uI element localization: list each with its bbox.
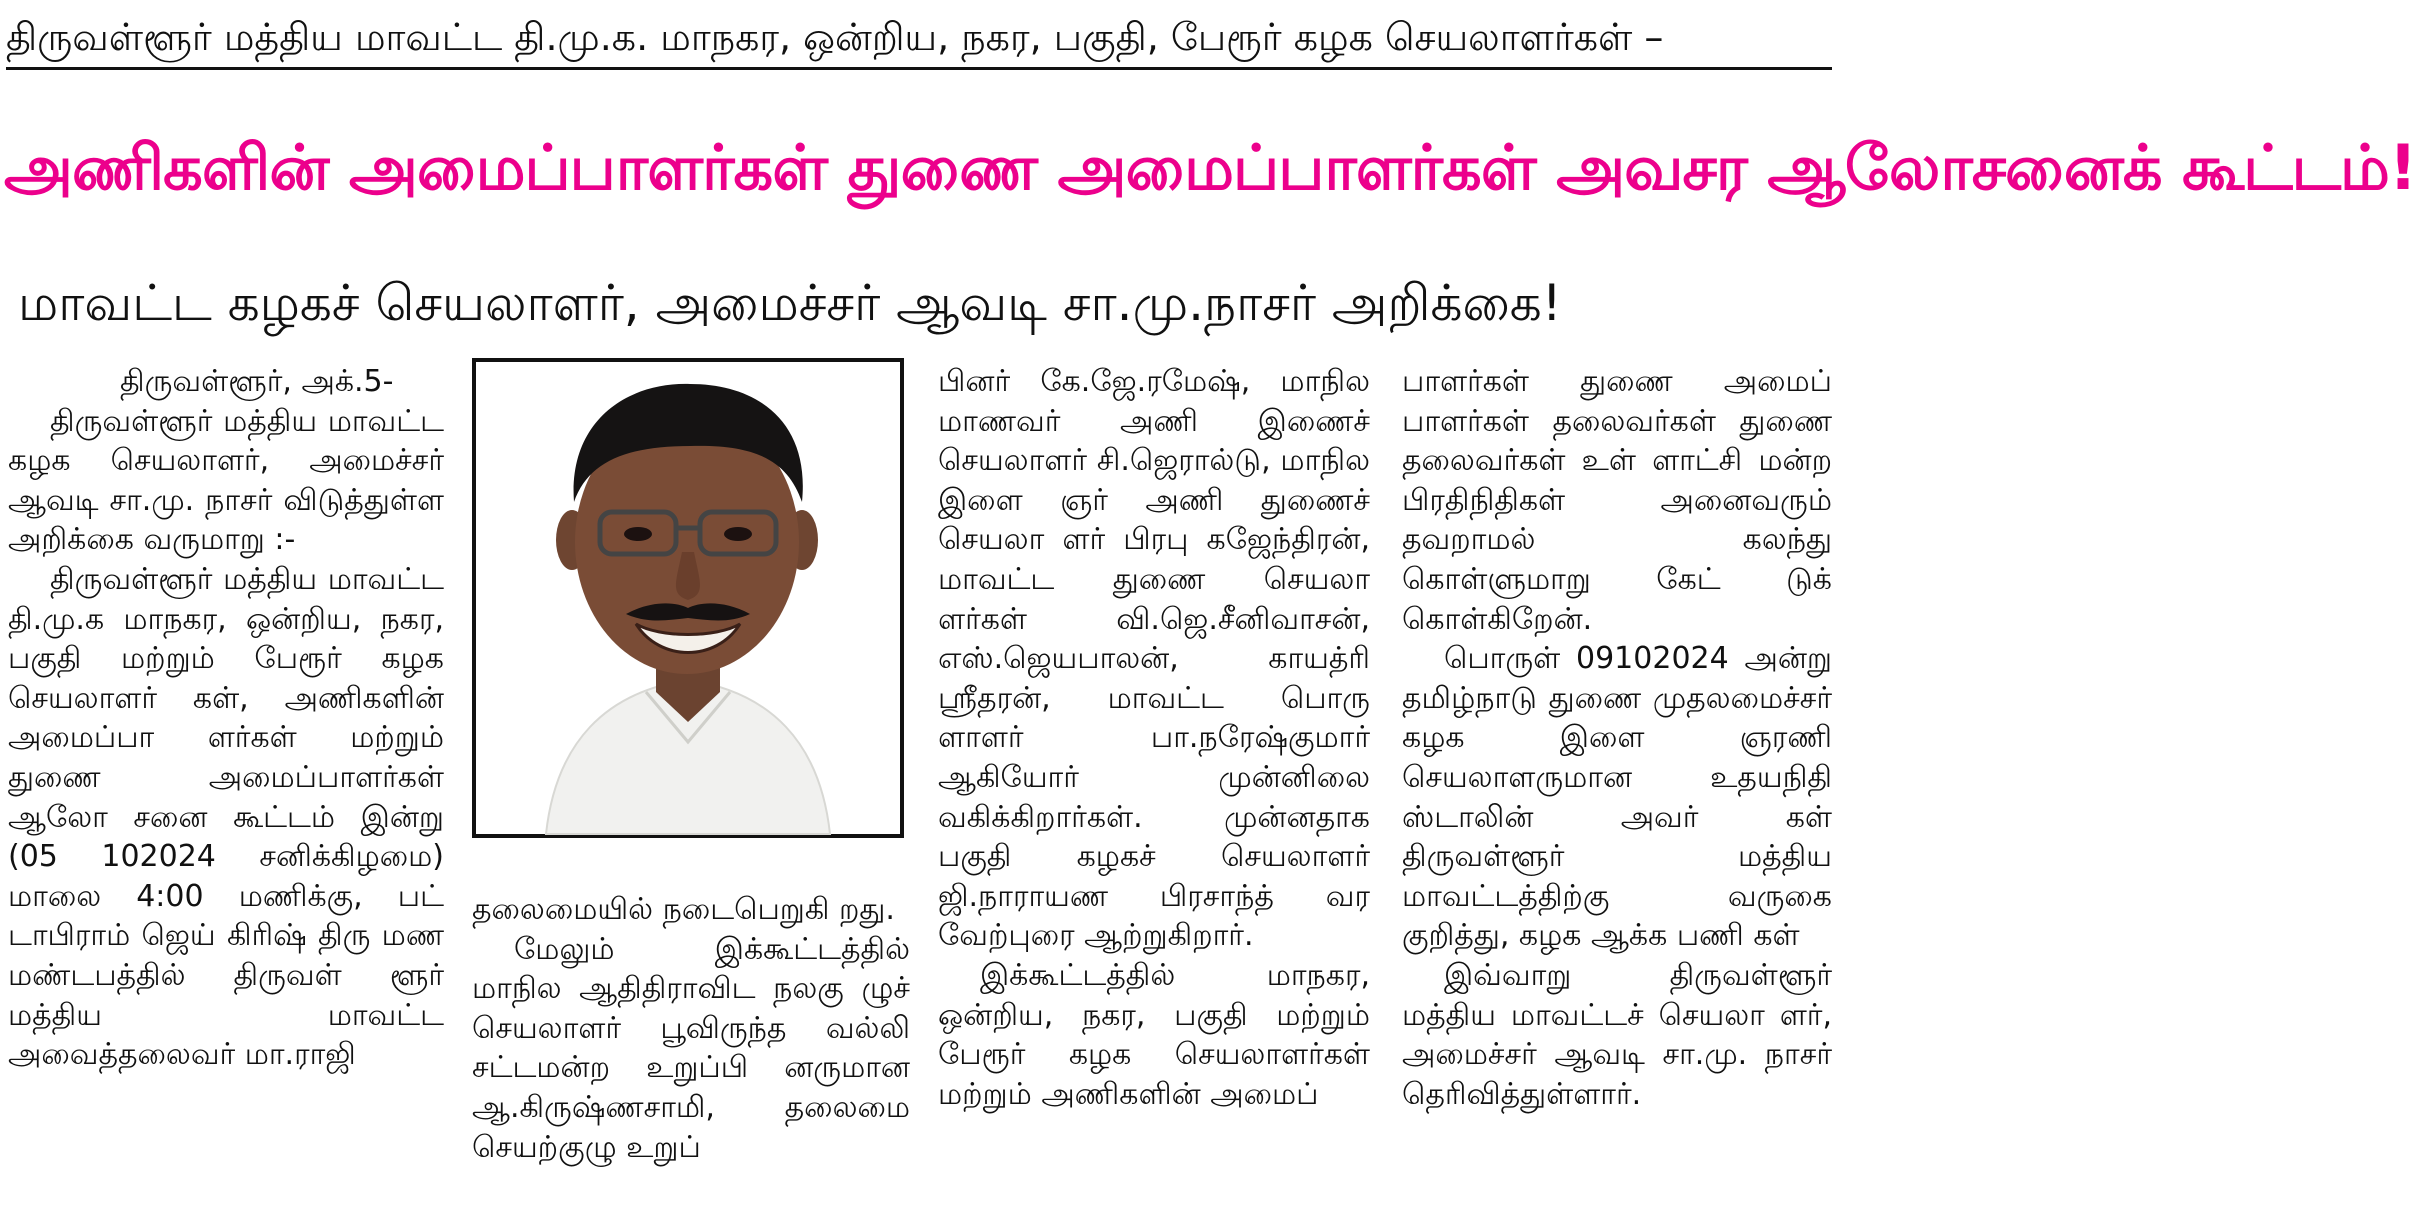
subheadline: மாவட்ட கழகச் செயலாளர், அமைச்சர் ஆவடி சா.மு.நாசர் அறிக்கை! <box>18 274 1562 332</box>
paragraph: மேலும் இக்கூட்டத்தில் மாநில ஆதிதிராவிட நலகு ழுச் செயலாளர் பூவிருந்த வல்லி சட்டமன்ற உறுப்பி னருமான ஆ.கிருஷ்ணசாமி, தலைமை செயற்குழு உறுப் <box>472 931 910 1165</box>
paragraph: பாளர்கள் துணை அமைப் பாளர்கள் தலைவர்கள் துணை தலைவர்கள் உள் ளாட்சி மன்ற பிரதிநிதிகள் அனைவரும் தவறாமல் கலந்து கொள்ளுமாறு கேட் டுக் கொள்கிறேன். <box>1402 364 1832 637</box>
paragraph: இக்கூட்டத்தில் மாநகர, ஒன்றிய, நகர, பகுதி மற்றும் பேரூர் கழக செயலாளர்கள் மற்றும் அணிகளின் அமைப் <box>938 957 1370 1112</box>
article-column-1 <box>8 362 444 1208</box>
dateline: திருவள்ளூர், அக்.5- <box>120 364 394 399</box>
article-column-3 <box>938 362 1370 1208</box>
kicker-line: திருவள்ளூர் மத்திய மாவட்ட தி.மு.க. மாநகர, ஒன்றிய, நகர, பகுதி, பேரூர் கழக செயலாளர்கள் – <box>6 8 1832 70</box>
minister-portrait-photo <box>472 358 904 838</box>
paragraph: பினர் கே.ஜே.ரமேஷ், மாநில மாணவர் அணி இணைச் செயலாளர் சி.ஜெரால்டு, மாநில இளை ஞர் அணி துணைச் செயலா ளர் பிரபு கஜேந்திரன், மாவட்ட துணை செயலா ளர்கள் வி.ஜெ.சீனிவாசன், எஸ்.ஜெயபாலன், காயத்ரி ஸ்ரீதரன், மாவட்ட பொரு ளாளர் பா.நரேஷ்குமார் ஆகியோர் முன்னிலை வகிக்கிறார்கள். முன்னதாக பகுதி கழகச் செயலாளர் ஜி.நாராயண பிரசாந்த் வர வேற்புரை ஆற்றுகிறார். <box>938 364 1370 954</box>
portrait-illustration <box>476 362 900 834</box>
article-column-4 <box>1402 362 1832 1208</box>
paragraph: இவ்வாறு திருவள்ளூர் மத்திய மாவட்டச் செயலா ளர், அமைச்சர் ஆவடி சா.மு. நாசர் தெரிவித்துள்ளார். <box>1402 957 1832 1112</box>
article-column-2 <box>472 890 910 1208</box>
paragraph: தலைமையில் நடைபெறுகி றது. <box>472 892 895 927</box>
paragraph: திருவள்ளூர் மத்திய மாவட்ட தி.மு.க மாநகர, ஒன்றிய, நகர, பகுதி மற்றும் பேரூர் கழக செயலாளர் கள், அணிகளின் அமைப்பா ளர்கள் மற்றும் துணை அமைப்பாளர்கள் ஆலோ சனை கூட்டம் இன்று (05 102024 சனிக்கிழமை) மாலை 4:00 மணிக்கு, பட் டாபிராம் ஜெய் கிரிஷ் திரு மண மண்டபத்தில் திருவள் ளூர் மத்திய மாவட்ட அவைத்தலைவர் மா.ராஜி <box>8 561 444 1073</box>
paragraph: பொருள் 09102024 அன்று தமிழ்நாடு துணை முதலமைச்சர் கழக இளை ஞரணி செயலாளருமான உதயநிதி ஸ்டாலின் அவர் கள் திருவள்ளூர் மத்திய மாவட்டத்திற்கு வருகை குறித்து, கழக ஆக்க பணி கள் <box>1402 641 1832 954</box>
headline: அணிகளின் அமைப்பாளர்கள் துணை அமைப்பாளர்கள் அவசர ஆலோசனைக் கூட்டம்! <box>4 131 2416 204</box>
paragraph: திருவள்ளூர் மத்திய மாவட்ட கழக செயலாளர், அமைச்சர் ஆவடி சா.மு. நாசர் விடுத்துள்ள அறிக்கை வருமாறு :- <box>8 403 444 558</box>
